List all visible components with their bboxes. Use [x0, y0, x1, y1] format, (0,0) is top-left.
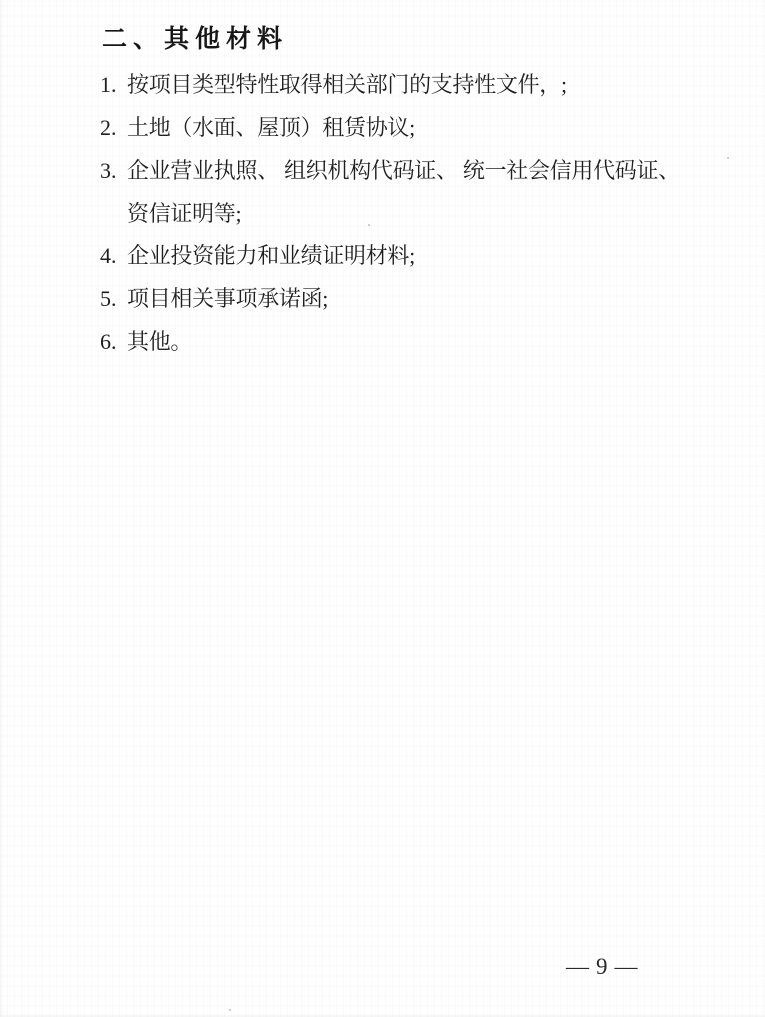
page-number: 9 — [596, 954, 608, 979]
item-text: 资信证明等; — [127, 201, 242, 226]
scan-speck — [727, 157, 729, 159]
item-number: 5. — [100, 286, 117, 311]
list-item-1 — [100, 72, 567, 98]
item-text: 项目相关事项承诺函; — [127, 286, 329, 311]
list-item-2 — [100, 115, 415, 141]
section-heading: 二、其他材料 — [102, 25, 289, 53]
item-text: 其他。 — [127, 329, 193, 354]
item-text: 土地（水面、屋顶）租赁协议; — [127, 115, 415, 140]
list-item-6 — [100, 329, 192, 355]
list-item-5 — [100, 286, 328, 312]
item-number: 2. — [100, 115, 117, 140]
scan-speck — [229, 1009, 231, 1011]
item-number: 1. — [100, 72, 117, 97]
list-item-4 — [100, 243, 415, 269]
page-footer — [561, 954, 643, 980]
footer-left-dash: — — [566, 954, 589, 979]
list-item-3 — [100, 158, 680, 184]
item-number: 6. — [100, 329, 117, 354]
item-number: 4. — [100, 243, 117, 268]
item-number: 3. — [100, 158, 117, 183]
item-text: 企业投资能力和业绩证明材料; — [127, 243, 415, 268]
scan-speck — [368, 224, 370, 226]
item-text: 企业营业执照、 组织机构代码证、 统一社会信用代码证、 — [127, 158, 680, 183]
list-item-3-continuation — [127, 201, 241, 227]
item-text: 按项目类型特性取得相关部门的支持性文件，; — [127, 72, 567, 97]
footer-right-dash: — — [614, 954, 638, 979]
